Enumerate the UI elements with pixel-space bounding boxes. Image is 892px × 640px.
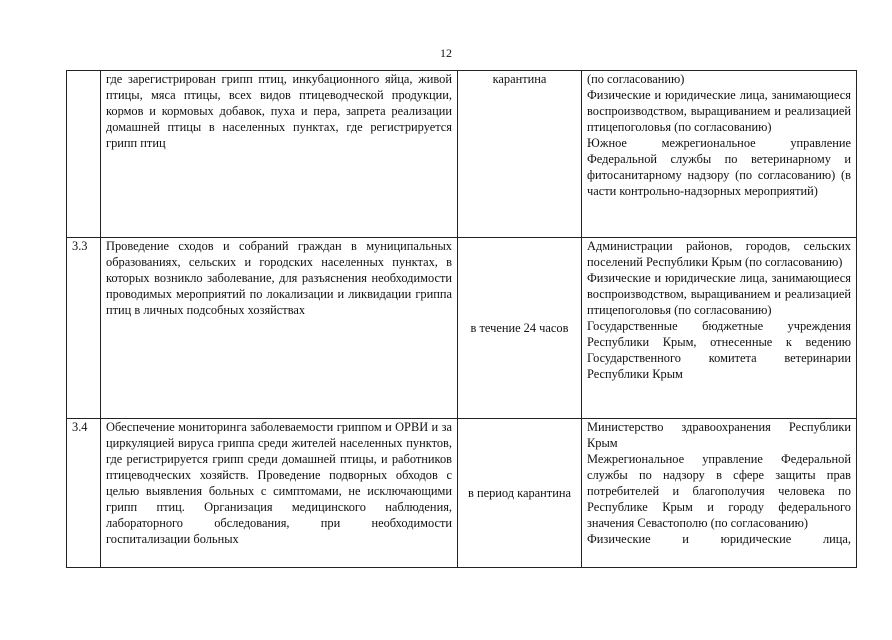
table-row: [67, 238, 857, 419]
responsible-item: Межрегиональное управление Федеральной службы по надзору в сфере защиты прав потребителей и благополучия человека по Республике Крым и городу федерального значения Севастополю (по согласованию): [587, 452, 851, 530]
responsible-item: Администрации районов, городов, сельских поселений Республики Крым (по согласованию): [587, 239, 851, 269]
table-row: [67, 71, 857, 238]
activity-cell: где зарегистрирован грипп птиц, инкубационного яйца, живой птицы, мяса птицы, всех видов птицеводческой продукции, кормов и кормовых добавок, пуха и пера, запрета реализации домашней птицы в населенных пунктах, где регистрируется грипп птиц: [101, 71, 458, 238]
responsible-item: Физические и юридические лица,: [587, 532, 851, 546]
measures-table: [66, 70, 857, 568]
row-number: [67, 71, 101, 238]
responsible-item: Физические и юридические лица, занимающиеся воспроизводством, выращиванием и реализацией птицепоголовья (по согласованию): [587, 271, 851, 317]
row-number: 3.3: [67, 238, 101, 419]
responsible-cell: [582, 71, 857, 238]
responsible-item: Физические и юридические лица, занимающиеся воспроизводством, выращиванием и реализацией птицепоголовья (по согласованию): [587, 88, 851, 134]
activity-cell: Обеспечение мониторинга заболеваемости гриппом и ОРВИ и за циркуляцией вируса гриппа среди жителей населенных пунктов, где регистрируется грипп среди домашней птицы, и работников птицеводческих хозяйств. Проведение подворных обходов с целью выявления больных с симптомами, не исключающими грипп птиц. Организация медицинского наблюдения, лабораторного обследования, при необходимости госпитализации больных: [101, 419, 458, 568]
term-cell: карантина: [458, 71, 582, 238]
responsible-item: Министерство здравоохранения Республики Крым: [587, 420, 851, 450]
term-cell: в период карантина: [458, 419, 582, 568]
responsible-cell: [582, 419, 857, 568]
term-cell: в течение 24 часов: [458, 238, 582, 419]
responsible-item: Южное межрегиональное управление Федеральной службы по ветеринарному и фитосанитарному надзору (по согласованию) (в части контрольно-надзорных мероприятий): [587, 136, 851, 198]
responsible-cell: [582, 238, 857, 419]
page-number: 12: [440, 46, 452, 60]
table-row: [67, 419, 857, 568]
row-number: 3.4: [67, 419, 101, 568]
responsible-item: Государственные бюджетные учреждения Республики Крым, отнесенные к ведению Государственного комитета ветеринарии Республики Крым: [587, 319, 851, 381]
activity-cell: Проведение сходов и собраний граждан в муниципальных образованиях, сельских и городских населенных пунктах, в которых возникло заболевание, для разъяснения необходимости проводимых мероприятий по локализации и ликвидации гриппа птиц в личных подсобных хозяйствах: [101, 238, 458, 419]
responsible-item: (по согласованию): [587, 72, 685, 86]
